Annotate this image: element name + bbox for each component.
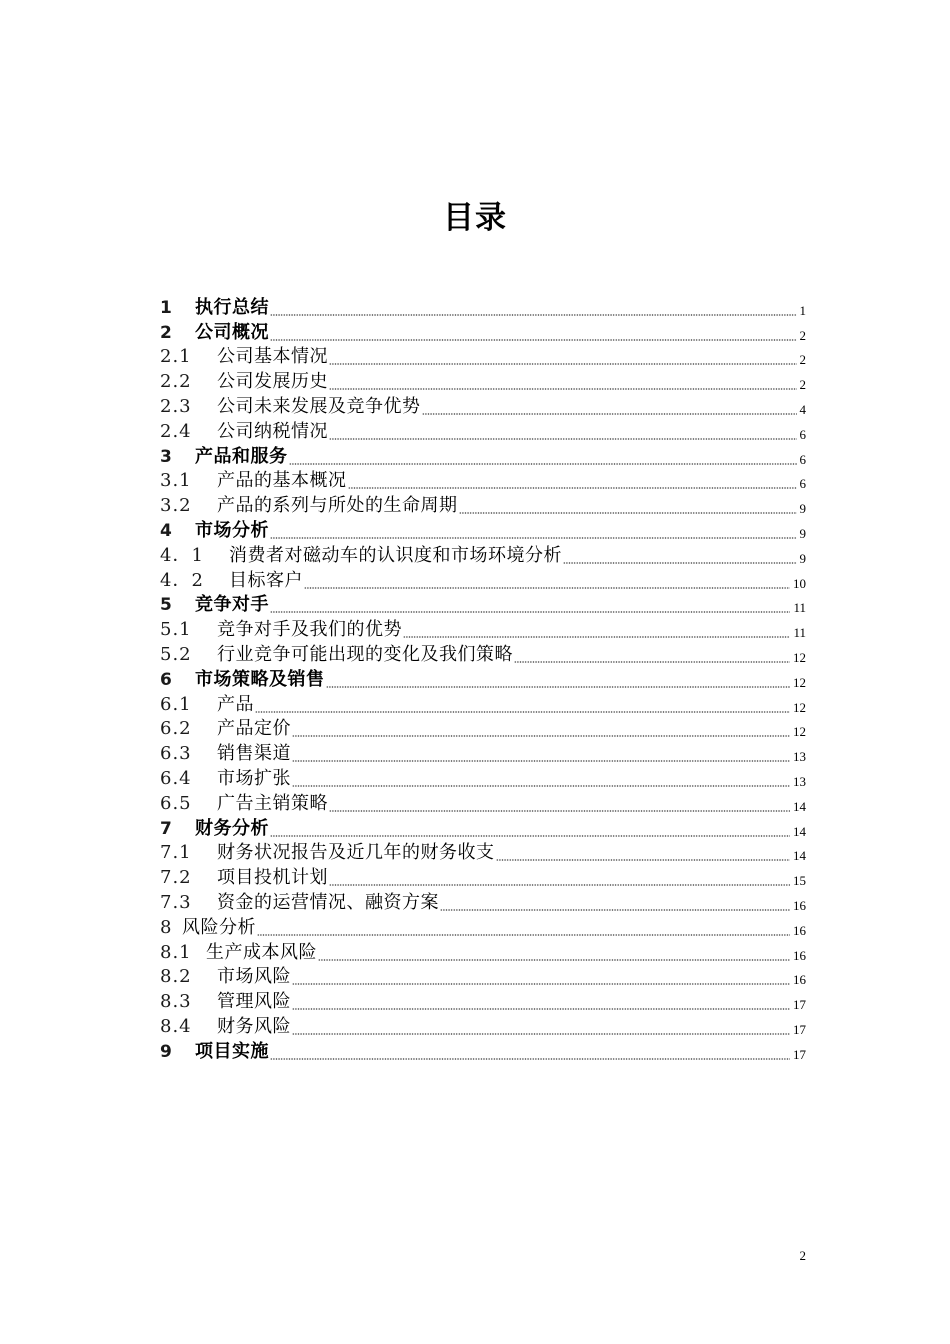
toc-entry-page: 12 [793,724,806,740]
table-of-contents [160,294,806,1063]
toc-dot-leader [440,909,790,911]
toc-entry-title: 生产成本风险 [206,941,317,963]
toc-entry-number: 5 [160,595,173,616]
toc-entry-title: 管理风险 [217,991,291,1013]
toc-entry-page: 15 [793,873,806,889]
toc-entry-number: 5.2 [160,643,192,665]
toc-entry-number: 2 [160,322,173,343]
toc-entry-title: 财务状况报告及近几年的财务收支 [217,842,495,864]
toc-entry-page: 11 [793,625,806,641]
toc-dot-leader [270,314,797,316]
toc-entry[interactable] [160,418,806,443]
toc-entry[interactable] [160,765,806,790]
toc-entry-page: 2 [799,352,806,368]
toc-entry-title: 公司发展历史 [217,371,328,393]
toc-entry[interactable] [160,815,806,840]
toc-entry[interactable] [160,939,806,964]
toc-entry-number: 7.3 [160,891,192,913]
toc-dot-leader [348,487,797,489]
toc-entry-page: 2 [799,377,806,393]
toc-entry[interactable] [160,988,806,1013]
toc-entry[interactable] [160,864,806,889]
toc-entry-page: 12 [793,649,806,665]
toc-entry-title: 目标客户 [229,569,303,591]
toc-entry-title: 产品的系列与所处的生命周期 [217,495,458,517]
toc-entry-title: 市场风险 [217,966,291,988]
toc-entry-title: 消费者对磁动车的认识度和市场环境分析 [229,544,562,566]
toc-dot-leader [292,760,790,762]
toc-dot-leader [255,711,790,713]
toc-dot-leader [496,859,791,861]
toc-dot-leader [292,785,790,787]
toc-dot-leader [329,388,797,390]
toc-entry-title: 公司纳税情况 [217,420,328,442]
toc-entry-page: 4 [799,401,806,417]
toc-entry-number: 8.2 [160,966,192,988]
toc-entry-title: 行业竞争可能出现的变化及我们策略 [217,643,513,665]
toc-dot-leader [270,611,790,613]
toc-entry-page: 16 [793,947,806,963]
toc-entry-number: 3.1 [160,470,192,492]
toc-entry-number: 4．2 [160,569,204,591]
toc-entry-page: 17 [793,997,806,1013]
toc-dot-leader [270,835,790,837]
toc-entry-page: 16 [793,972,806,988]
toc-entry-title: 公司概况 [195,321,269,343]
toc-entry-number: 6.3 [160,743,192,765]
toc-entry-page: 9 [799,501,806,517]
toc-entry[interactable] [160,964,806,989]
toc-entry[interactable] [160,641,806,666]
toc-entry-number: 3.2 [160,495,192,517]
toc-dot-leader [403,636,790,638]
toc-dot-leader [326,686,791,688]
toc-entry-page: 10 [793,575,806,591]
toc-entry-page: 12 [793,674,806,690]
toc-dot-leader [289,463,797,465]
toc-entry-title: 财务风险 [217,1015,291,1037]
toc-dot-leader [270,339,797,341]
toc-dot-leader [292,983,790,985]
toc-dot-leader [563,562,797,564]
toc-entry-number: 3 [160,446,173,467]
toc-entry[interactable] [160,691,806,716]
toc-dot-leader [514,661,790,663]
toc-entry-title: 产品的基本概况 [217,470,347,492]
toc-entry-number: 8 [160,916,173,938]
toc-dot-leader [292,735,790,737]
toc-entry-page: 13 [793,749,806,765]
toc-entry-number: 7.2 [160,867,192,889]
toc-entry[interactable] [160,567,806,592]
toc-entry-page: 14 [793,848,806,864]
toc-entry-page: 11 [793,600,806,616]
toc-entry[interactable] [160,492,806,517]
toc-entry-number: 6 [160,669,173,690]
toc-entry-number: 6.1 [160,693,192,715]
toc-entry[interactable] [160,592,806,617]
toc-entry-page: 2 [799,327,806,343]
toc-entry-title: 公司未来发展及竞争优势 [217,395,421,417]
toc-entry[interactable] [160,740,806,765]
toc-entry[interactable] [160,443,806,468]
toc-entry-title: 市场分析 [195,519,269,541]
toc-entry-title: 广告主销策略 [217,792,328,814]
toc-entry-number: 2.1 [160,346,192,368]
toc-entry-number: 9 [160,1041,173,1062]
toc-entry-page: 9 [799,550,806,566]
toc-entry-title: 项目实施 [195,1040,269,1062]
toc-entry-number: 4 [160,520,173,541]
toc-entry-title: 市场策略及销售 [195,668,325,690]
toc-entry-title: 竞争对手及我们的优势 [217,619,402,641]
toc-dot-leader [270,537,797,539]
toc-dot-leader [257,934,790,936]
toc-entry-page: 1 [799,302,806,318]
toc-entry-number: 7.1 [160,842,192,864]
toc-dot-leader [459,512,797,514]
toc-dot-leader [422,413,797,415]
page-title: 目录 [443,200,507,236]
toc-entry[interactable] [160,468,806,493]
toc-entry-title: 市场扩张 [217,767,291,789]
toc-dot-leader [270,1058,790,1060]
toc-entry-title: 资金的运营情况、融资方案 [217,891,439,913]
toc-entry-number: 7 [160,818,173,839]
toc-dot-leader [292,1033,790,1035]
toc-entry-page: 6 [799,476,806,492]
toc-entry-page: 13 [793,773,806,789]
toc-entry-number: 8.4 [160,1015,192,1037]
toc-entry-number: 8.3 [160,991,192,1013]
toc-entry-page: 14 [793,798,806,814]
toc-dot-leader [318,959,790,961]
toc-entry-page: 16 [793,897,806,913]
toc-entry[interactable] [160,616,806,641]
toc-entry[interactable] [160,914,806,939]
toc-entry-page: 6 [799,426,806,442]
toc-entry[interactable] [160,517,806,542]
toc-entry[interactable] [160,294,806,319]
toc-entry-number: 6.4 [160,767,192,789]
toc-dot-leader [329,884,790,886]
toc-entry-number: 2.2 [160,371,192,393]
toc-entry[interactable] [160,1013,806,1038]
toc-entry[interactable] [160,840,806,865]
toc-dot-leader [304,587,790,589]
toc-dot-leader [329,438,797,440]
toc-entry[interactable] [160,889,806,914]
toc-entry[interactable] [160,1038,806,1063]
toc-entry[interactable] [160,790,806,815]
toc-entry-page: 12 [793,699,806,715]
toc-entry[interactable] [160,716,806,741]
toc-entry[interactable] [160,666,806,691]
toc-entry-title: 项目投机计划 [217,867,328,889]
toc-entry-title: 执行总结 [195,296,269,318]
toc-entry-number: 4．1 [160,544,204,566]
toc-dot-leader [292,1008,790,1010]
toc-entry-number: 6.5 [160,792,192,814]
toc-entry-title: 销售渠道 [217,743,291,765]
toc-entry-number: 5.1 [160,619,192,641]
toc-entry-page: 17 [793,1021,806,1037]
toc-entry[interactable] [160,344,806,369]
toc-entry-title: 产品 [217,693,254,715]
toc-entry-number: 8.1 [160,941,192,963]
toc-entry-number: 2.3 [160,395,192,417]
toc-entry-title: 财务分析 [195,817,269,839]
toc-dot-leader [329,810,790,812]
toc-entry-title: 竞争对手 [195,594,269,616]
toc-entry[interactable] [160,542,806,567]
toc-entry-page: 9 [799,525,806,541]
toc-entry-page: 14 [793,823,806,839]
toc-dot-leader [329,363,797,365]
toc-entry-number: 6.2 [160,718,192,740]
toc-entry-number: 2.4 [160,420,192,442]
toc-entry-title: 风险分析 [182,916,256,938]
toc-entry-page: 16 [793,922,806,938]
toc-entry-page: 6 [799,451,806,467]
toc-entry-title: 产品和服务 [195,445,288,467]
toc-entry[interactable] [160,319,806,344]
toc-entry-number: 1 [160,297,173,318]
toc-entry-title: 产品定价 [217,718,291,740]
page-number: 2 [799,1248,806,1263]
toc-entry[interactable] [160,368,806,393]
toc-entry-title: 公司基本情况 [217,346,328,368]
toc-entry-page: 17 [793,1046,806,1062]
toc-entry[interactable] [160,393,806,418]
